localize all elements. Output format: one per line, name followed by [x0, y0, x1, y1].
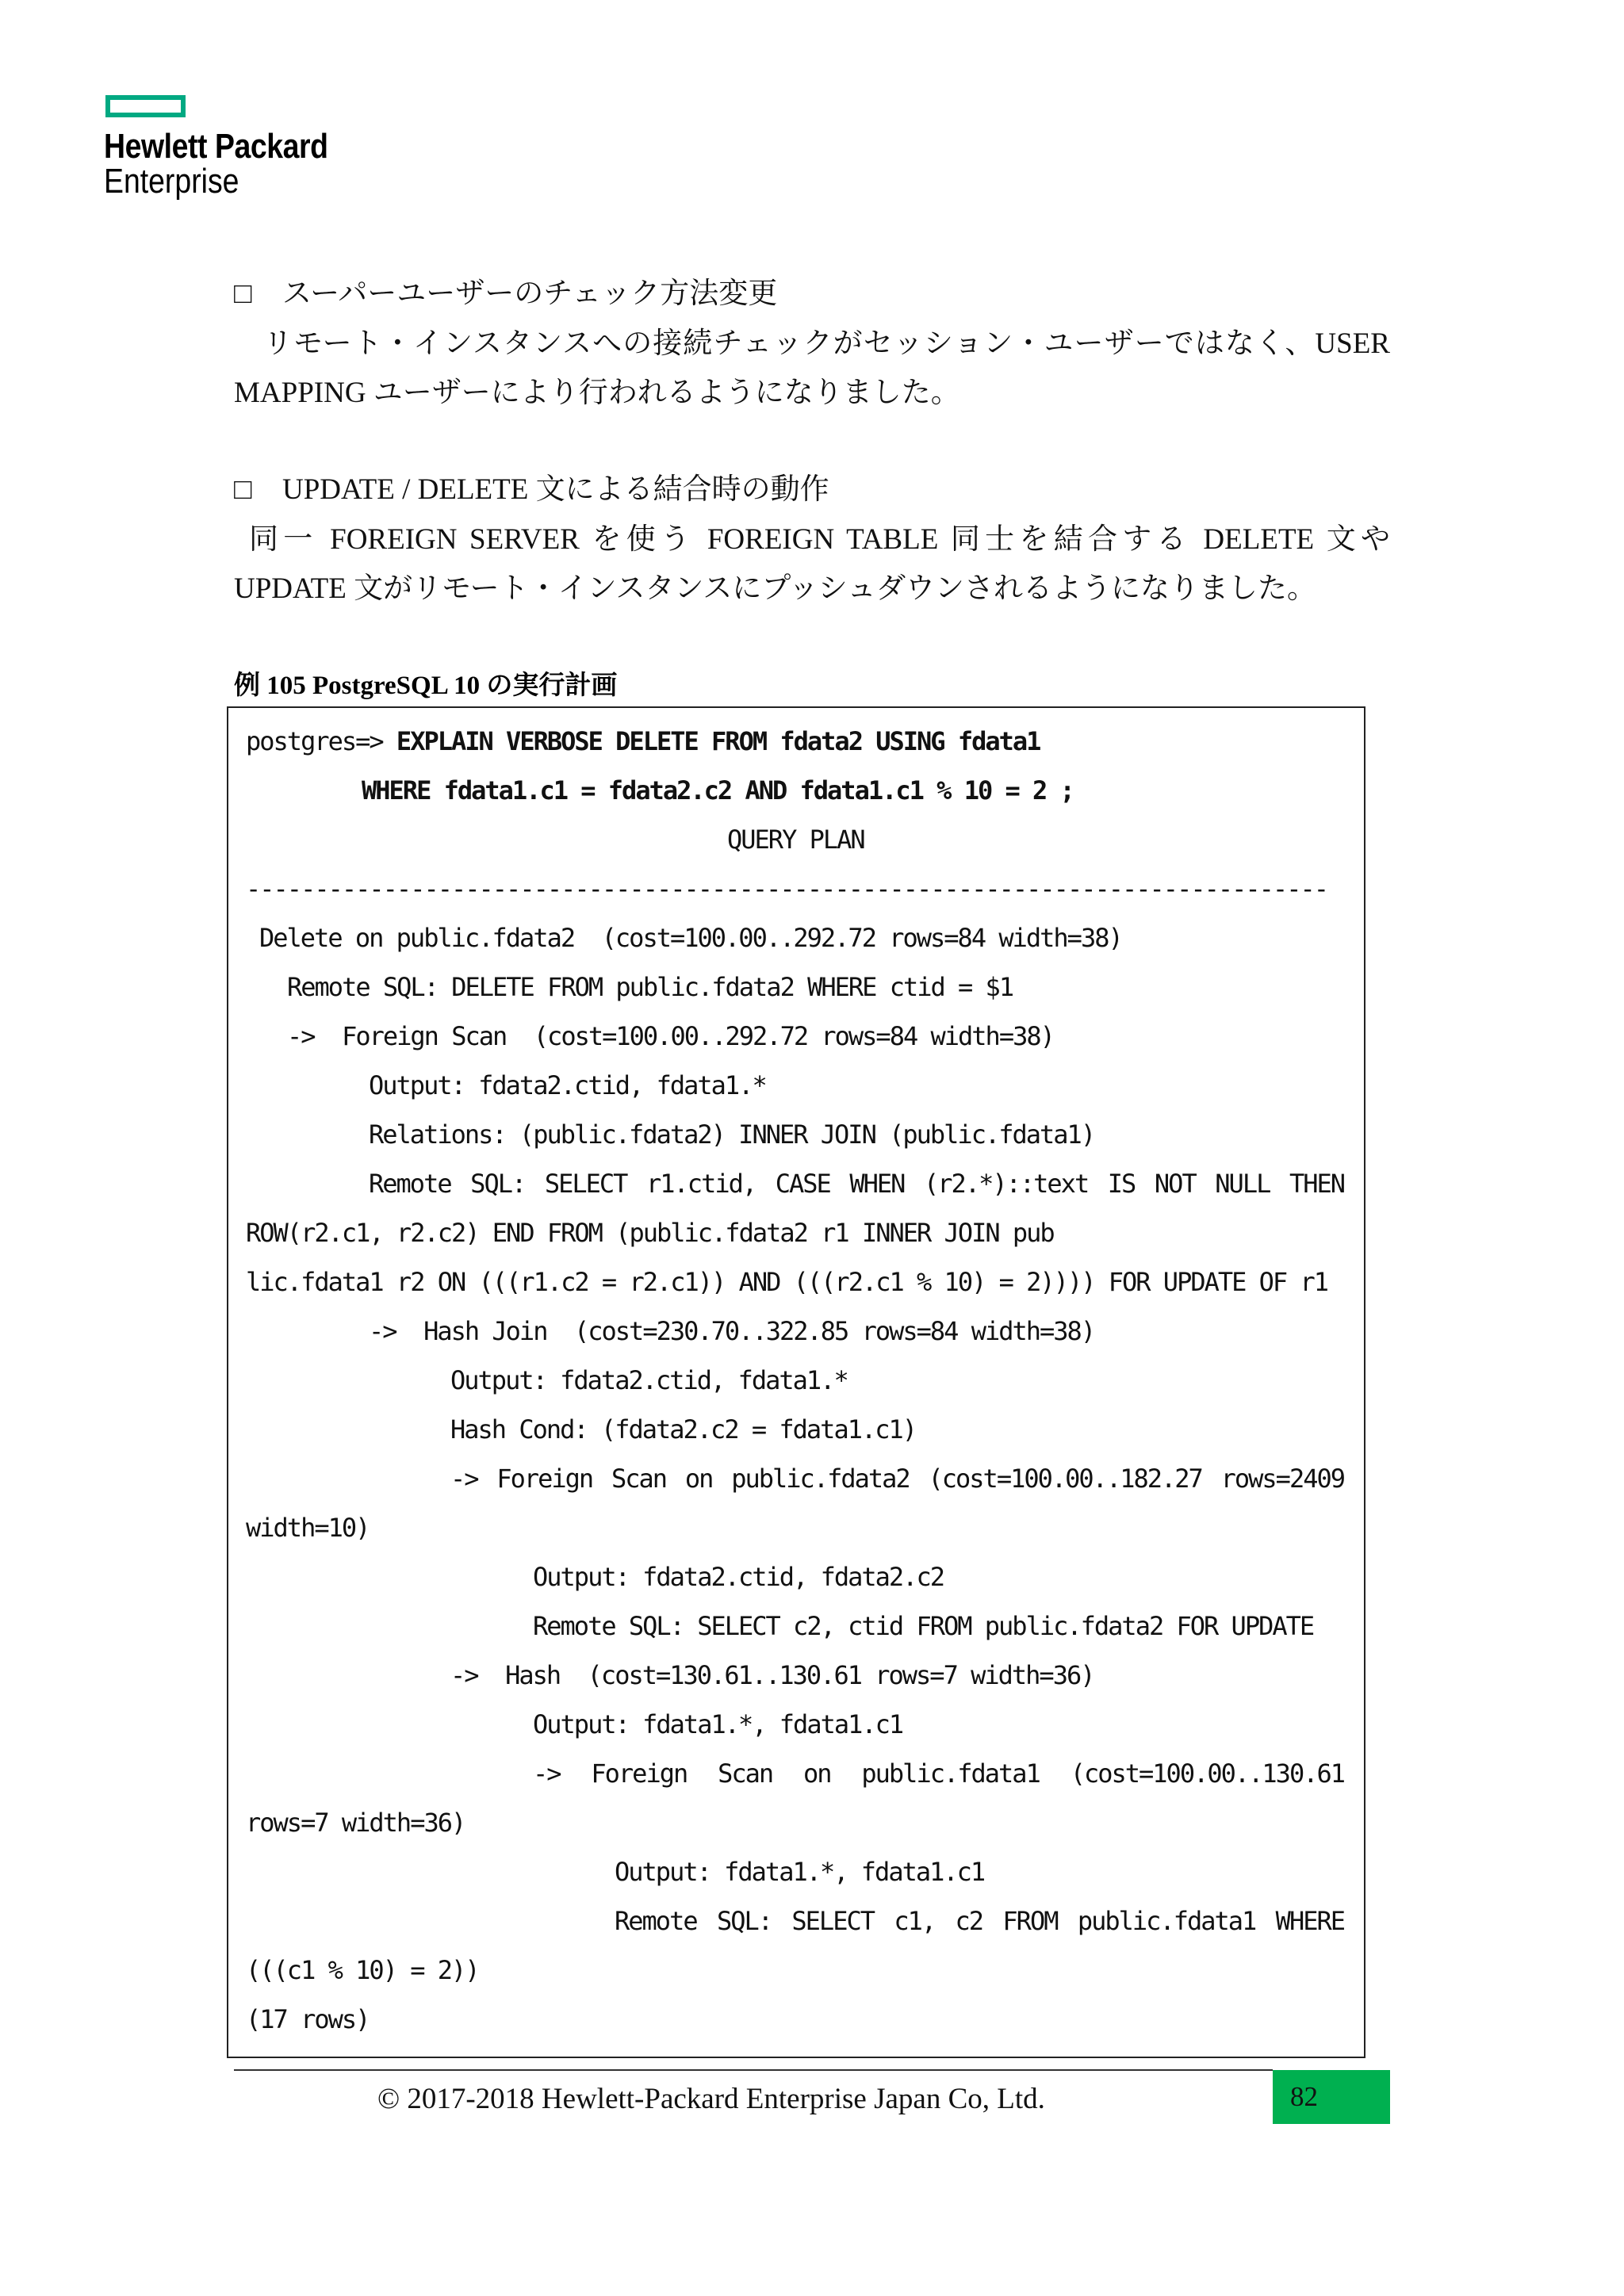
- plan-line: Output: fdata1.*, fdata1.c1: [615, 1857, 985, 1887]
- plan-line: -> Hash Join (cost=230.70..322.85 rows=84 width=38): [369, 1316, 1095, 1346]
- plan-separator: -------------------------------------------------------------------------------: [246, 874, 1327, 904]
- footer-divider: [234, 2069, 1273, 2071]
- plan-line: Relations: (public.fdata2) INNER JOIN (public.fdata1): [369, 1119, 1095, 1150]
- plan-line: -> Hash (cost=130.61..130.61 rows=7 width=36): [450, 1660, 1094, 1690]
- section-heading: [234, 465, 829, 515]
- plan-line: Remote SQL: SELECT c2, ctid FROM public.fdata2 FOR UPDATE: [533, 1611, 1314, 1641]
- section-body: 同一 FOREIGN SERVER を使う FOREIGN TABLE 同士を結合する DELETE 文や UPDATE 文がリモート・インスタンスにプッシュダウンされるようになりました。: [234, 523, 1390, 605]
- square-bullet-icon: □: [234, 473, 252, 506]
- square-bullet-icon: □: [234, 277, 252, 310]
- plan-line: Output: fdata2.ctid, fdata1.*: [450, 1365, 848, 1395]
- section-body: リモート・インスタンスへの接続チェックがセッション・ユーザーではなく、USER MAPPING ユーザーにより行われるようになりました。: [234, 327, 1390, 409]
- example-caption: 例 105 PostgreSQL 10 の実行計画: [234, 672, 618, 700]
- plan-line: -> Foreign Scan (cost=100.00..292.72 rows=84 width=38): [287, 1021, 1054, 1051]
- row-count: (17 rows): [246, 2004, 370, 2034]
- plan-line: rows=7 width=36): [246, 1808, 465, 1838]
- section-heading: [234, 270, 777, 319]
- hpe-logo-rectangle-icon: [105, 95, 186, 117]
- logo-wordmark-line2: Enterprise: [104, 162, 239, 201]
- execution-plan-code-box: [227, 706, 1365, 2058]
- plan-line: (((c1 % 10) = 2)): [246, 1955, 479, 1985]
- plan-line: Delete on public.fdata2 (cost=100.00..292.72 rows=84 width=38): [259, 923, 1122, 953]
- sql-command: WHERE fdata1.c1 = fdata2.c2 AND fdata1.c1 % 10 = 2 ;: [362, 775, 1074, 806]
- plan-line: ROW(r2.c1, r2.c2) END FROM (public.fdata2 r1 INNER JOIN pub: [246, 1218, 1054, 1248]
- section-heading-text: UPDATE / DELETE 文による結合時の動作: [282, 473, 829, 506]
- plan-line: Remote SQL: SELECT c1, c2 FROM public.fdata1 WHERE: [615, 1906, 1344, 1936]
- sql-command-line: [246, 717, 1344, 766]
- plan-line: Hash Cond: (fdata2.c2 = fdata1.c1): [450, 1414, 917, 1445]
- plan-line: Remote SQL: SELECT r1.ctid, CASE WHEN (r2.*)::text IS NOT NULL THEN: [369, 1169, 1344, 1199]
- page-number: 82: [1290, 2081, 1318, 2112]
- psql-prompt: postgres=>: [246, 726, 396, 756]
- plan-line: width=10): [246, 1513, 370, 1543]
- plan-line: Remote SQL: DELETE FROM public.fdata2 WHERE ctid = $1: [287, 972, 1013, 1002]
- plan-line: -> Foreign Scan on public.fdata2 (cost=100.00..182.27 rows=2409: [450, 1464, 1344, 1494]
- plan-line: Output: fdata2.ctid, fdata1.*: [369, 1070, 766, 1100]
- plan-line: Output: fdata1.*, fdata1.c1: [533, 1709, 903, 1739]
- logo-wordmark-line1: Hewlett Packard: [104, 127, 328, 166]
- plan-line: lic.fdata1 r2 ON (((r1.c2 = r2.c1)) AND (((r2.c1 % 10) = 2)))) FOR UPDATE OF r1: [246, 1267, 1327, 1297]
- plan-line: -> Foreign Scan on public.fdata1 (cost=100.00..130.61: [533, 1758, 1344, 1789]
- plan-line: Output: fdata2.ctid, fdata2.c2: [533, 1562, 944, 1592]
- plan-header: QUERY PLAN: [727, 825, 864, 855]
- sql-command: EXPLAIN VERBOSE DELETE FROM fdata2 USING fdata1: [396, 726, 1040, 756]
- section-heading-text: スーパーユーザーのチェック方法変更: [282, 277, 778, 310]
- copyright-notice: © 2017-2018 Hewlett-Packard Enterprise Japan Co, Ltd.: [377, 2083, 1045, 2115]
